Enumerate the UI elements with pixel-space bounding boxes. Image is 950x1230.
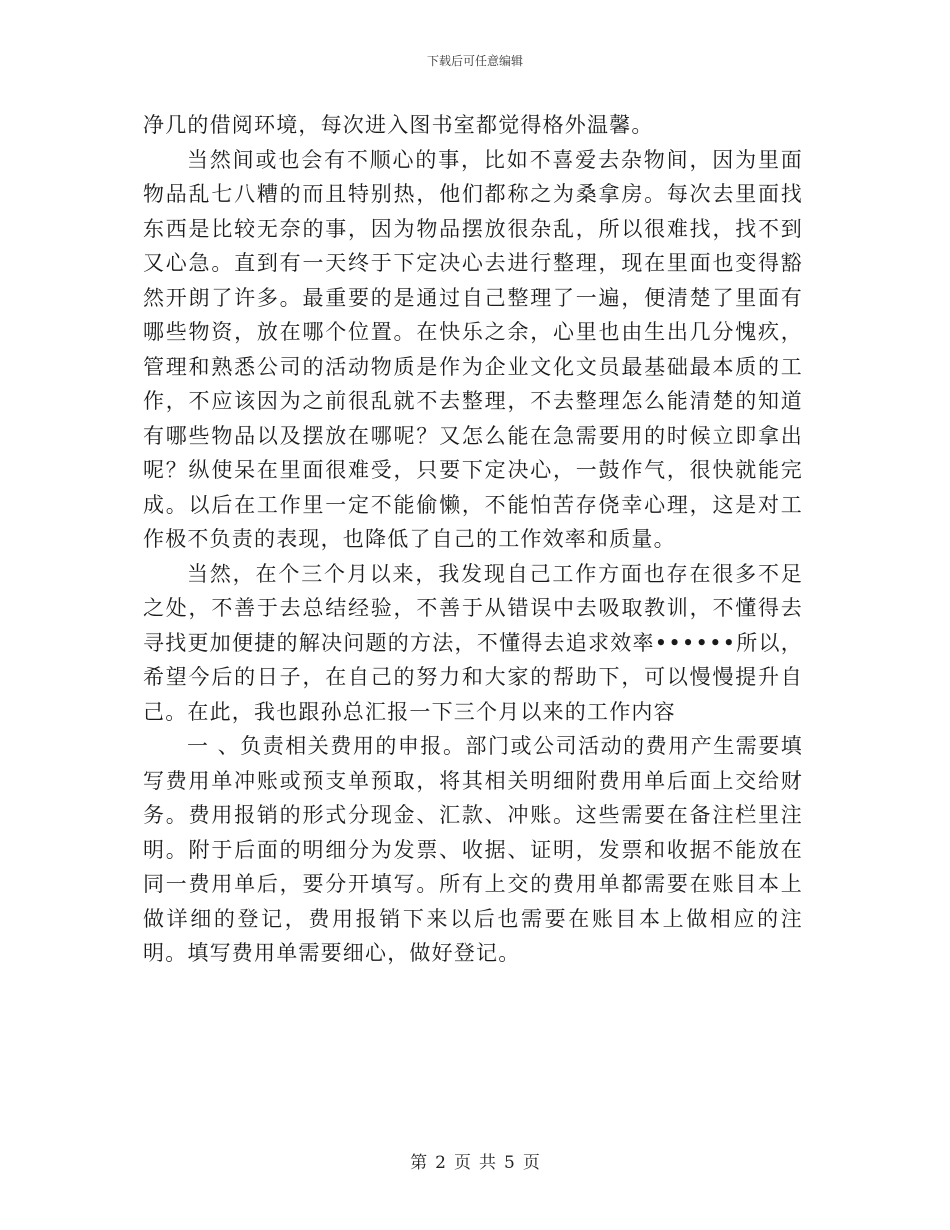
paragraph-2: 当然间或也会有不顺心的事，比如不喜爱去杂物间，因为里面物品乱七八糟的而且特别热，他们都称之为桑拿房。每次去里面找东西是比较无奈的事，因为物品摆放很杂乱，所以很难找，找不到又心急。直到有一天终于下定决心去进行整理，现在里面也变得豁然开朗了许多。最重要的是通过自己整理了一遍，便清楚了里面有哪些物资，放在哪个位置。在快乐之余，心里也由生出几分愧疚，管理和熟悉公司的活动物质是作为企业文化文员最基础最本质的工作，不应该因为之前很乱就不去整理，不去整理怎么能清楚的知道有哪些物品以及摆放在哪呢？又怎么能在急需要用的时候立即拿出呢？纵使呆在里面很难受，只要下定决心，一鼓作气，很快就能完成。以后在工作里一定不能偷懒，不能怕苦存侥幸心理，这是对工作极不负责的表现，也降低了自己的工作效率和质量。 — [143, 147, 803, 551]
footer-total-word: 页 — [522, 1153, 540, 1173]
page-header — [0, 53, 950, 69]
paragraph-1: 净几的借阅环境，每次进入图书室都觉得格外温馨。 — [143, 113, 654, 137]
footer-prefix: 第 — [410, 1153, 428, 1173]
paragraph-3: 当然，在个三个月以来，我发现自己工作方面也存在很多不足之处，不善于去总结经验，不善于从错误中去吸取教训，不懂得去寻找更加便捷的解决问题的方法，不懂得去追求效率••••••所以，希望今后的日子，在自己的努力和大家的帮助下，可以慢慢提升自己。在此，我也跟孙总汇报一下三个月以来的工作内容 — [143, 561, 803, 724]
document-body — [143, 108, 803, 971]
paragraph-4: 一 、负责相关费用的申报。部门或公司活动的费用产生需要填写费用单冲账或预支单预取，将其相关明细附费用单后面上交给财务。费用报销的形式分现金、汇款、冲账。这些需要在备注栏里注明。附于后面的明细分为发票、收据、证明，发票和收据不能放在同一费用单后，要分开填写。所有上交的费用单都需要在账目本上做详细的登记，费用报销下来以后也需要在账目本上做相应的注明。填写费用单需要细心，做好登记。 — [143, 734, 803, 965]
page-footer — [0, 1152, 950, 1174]
footer-total-prefix: 共 — [479, 1153, 496, 1173]
total-pages: 5 — [504, 1153, 515, 1173]
header-text: 下载后可任意编辑 — [426, 54, 523, 68]
footer-page-word: 页 — [454, 1153, 471, 1173]
page-number: 2 — [435, 1153, 446, 1173]
